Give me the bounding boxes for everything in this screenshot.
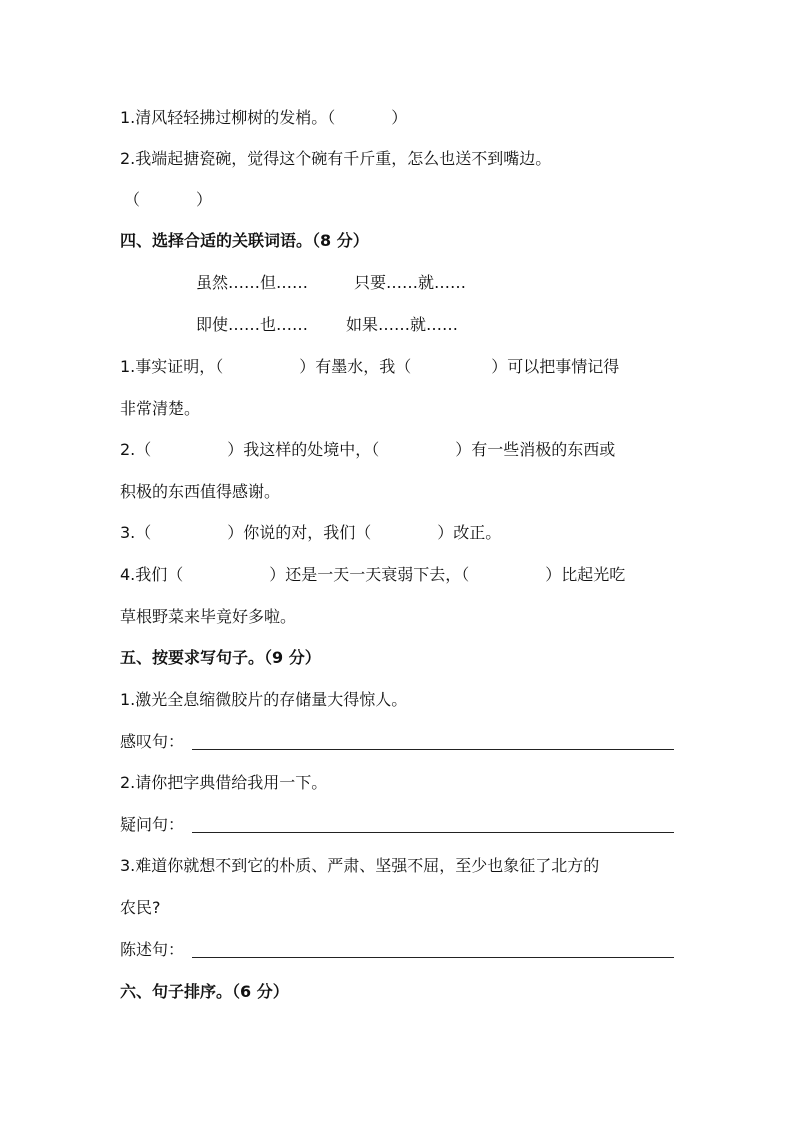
conjunction-options-row-2 (196, 310, 458, 340)
section-6-heading: 六、句子排序。（6 分） (120, 982, 289, 1001)
s5-question-3-cont: 农民? (120, 898, 161, 917)
s4-q2-part-a: 2.（ (120, 440, 152, 459)
s4-q4-part-c: ）比起光吃 (545, 565, 626, 584)
s4-question-4 (120, 560, 625, 590)
s3-q1-text: 1.清风轻轻拂过柳树的发梢。（ (120, 108, 336, 127)
option-suiran: 虽然……但…… (196, 273, 309, 292)
s4-question-4-cont: 草根野菜来毕竟好多啦。 (120, 607, 297, 626)
s3-q1-close: ） (391, 108, 408, 127)
s4-question-1-cont: 非常清楚。 (120, 399, 201, 418)
s5-question-2: 2.请你把字典借给我用一下。 (120, 773, 328, 792)
s5-q3-label: 陈述句： (120, 940, 185, 959)
s5-question-3: 3.难道你就想不到它的朴质、严肃、坚强不屈，至少也象征了北方的 (120, 856, 600, 875)
s3-q2-open: （ (124, 190, 141, 209)
s4-question-1 (120, 352, 619, 382)
s5-q2-answer-line[interactable] (192, 832, 674, 833)
s4-question-2 (120, 435, 615, 465)
s4-q4-part-a: 4.我们（ (120, 565, 184, 584)
conjunction-options-row-1 (196, 268, 466, 298)
s4-q4-part-b: ）还是一天一天衰弱下去，（ (269, 565, 470, 584)
s4-q3-part-b: ）你说的对，我们（ (227, 523, 372, 542)
s3-question-2-answer (124, 185, 212, 215)
option-jishi: 即使……也…… (196, 315, 309, 334)
s3-question-1 (120, 103, 407, 133)
s5-q1-label: 感叹句： (120, 732, 185, 751)
s3-q2-text: 2.我端起搪瓷碗，觉得这个碗有千斤重，怎么也送不到嘴边。 (120, 149, 552, 168)
s4-question-2-cont: 积极的东西值得感谢。 (120, 482, 281, 501)
s4-q1-part-a: 1.事实证明，（ (120, 357, 224, 376)
s5-q1-answer-line[interactable] (192, 749, 674, 750)
option-zhiyao: 只要……就…… (354, 273, 467, 292)
s5-q3-answer-line[interactable] (192, 957, 674, 958)
s4-q1-part-c: ）可以把事情记得 (491, 357, 620, 376)
s4-q2-part-b: ）我这样的处境中，（ (227, 440, 380, 459)
section-5-heading: 五、按要求写句子。（9 分） (120, 648, 321, 667)
s3-q2-close: ） (196, 190, 213, 209)
s4-q2-part-c: ）有一些消极的东西或 (455, 440, 616, 459)
s4-q1-part-b: ）有墨水，我（ (299, 357, 412, 376)
s4-q3-part-a: 3.（ (120, 523, 152, 542)
s4-question-3 (120, 518, 501, 548)
s5-question-1: 1.激光全息缩微胶片的存储量大得惊人。 (120, 690, 408, 709)
s4-q3-part-c: ）改正。 (437, 523, 502, 542)
section-4-heading: 四、选择合适的关联词语。（8 分） (120, 231, 369, 250)
s5-q2-label: 疑问句： (120, 815, 185, 834)
option-ruguo: 如果……就…… (346, 315, 459, 334)
s3-question-2 (120, 144, 551, 174)
